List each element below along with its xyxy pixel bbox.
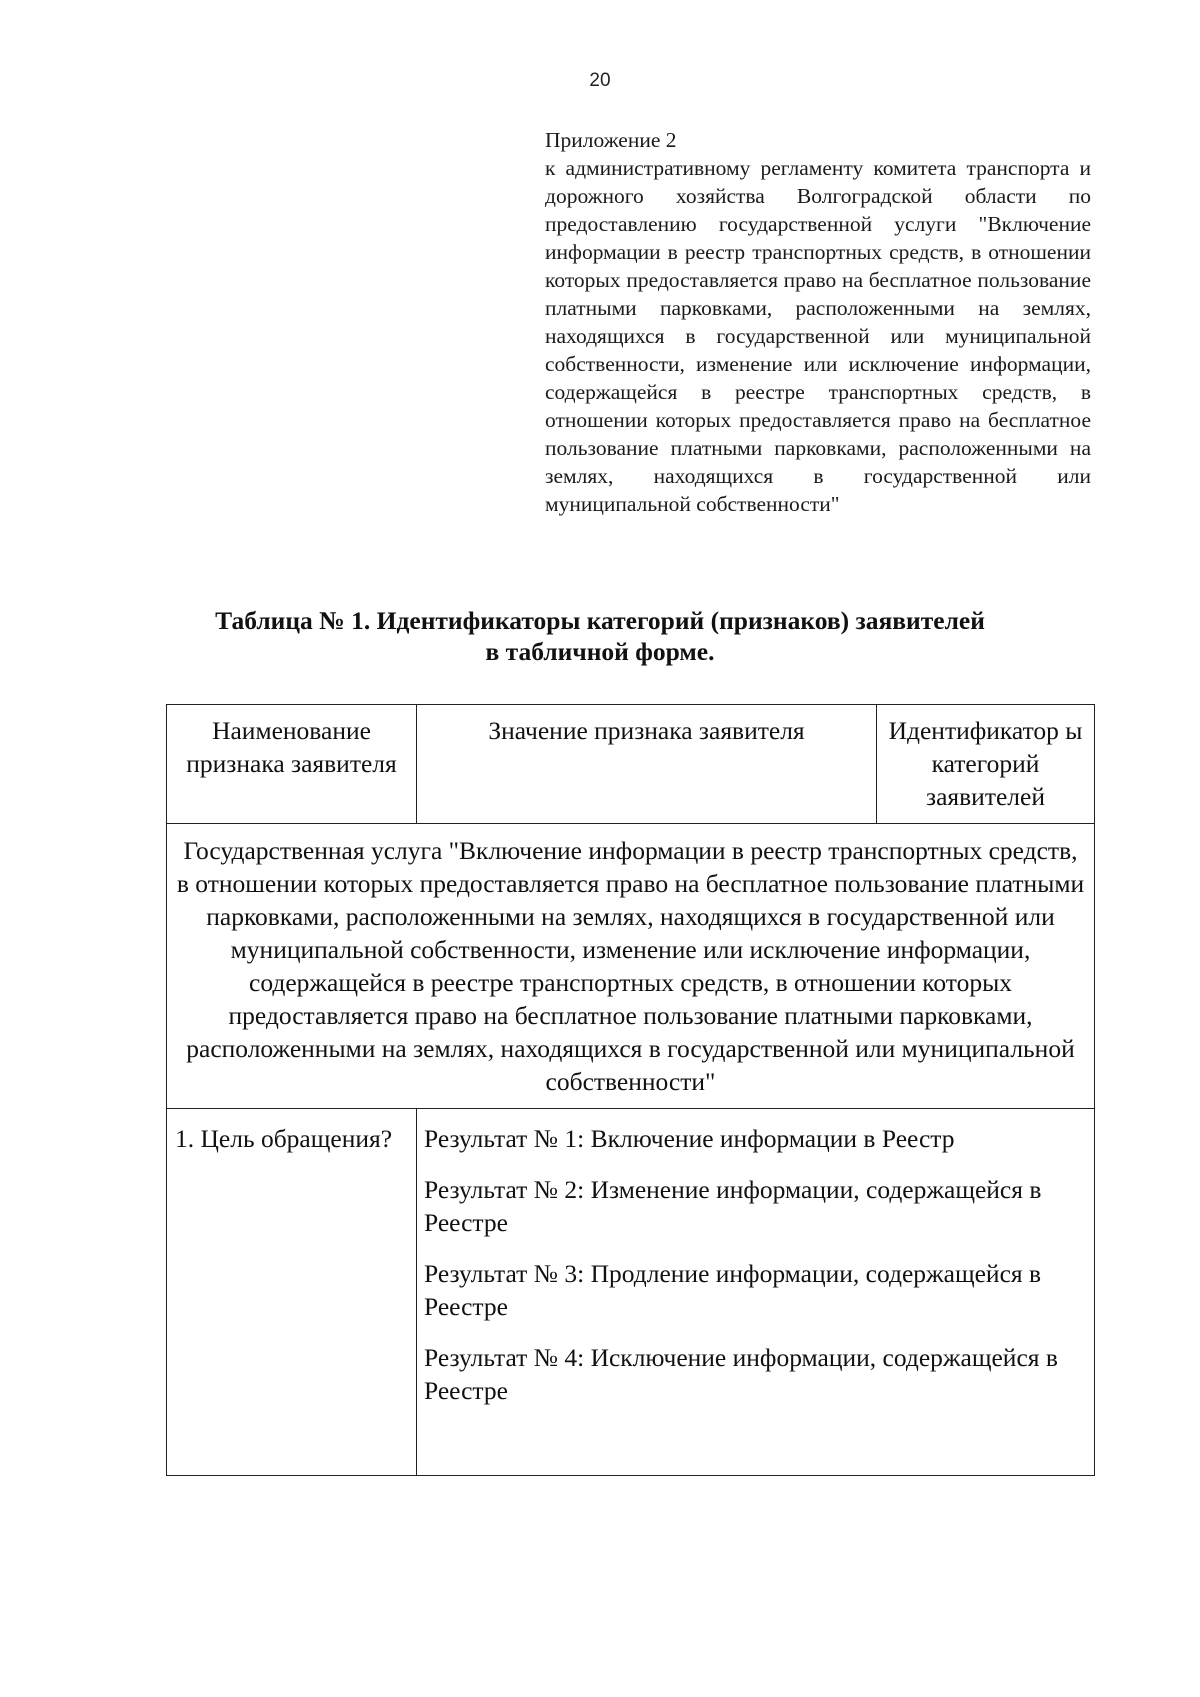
table-header-row <box>167 705 1095 824</box>
page-number: 20 <box>589 70 611 91</box>
header-identifiers-text: Идентификатор ы категорий заявителей <box>888 716 1083 811</box>
appendix-block <box>545 126 1091 518</box>
header-cell-identifiers <box>877 705 1095 824</box>
table-row <box>167 1109 1095 1476</box>
row-name-cell <box>167 1109 417 1476</box>
row-name-text: 1. Цель обращения? <box>175 1124 393 1153</box>
result-item: Результат № 4: Исключение информации, содержащейся в Реестре <box>424 1343 1058 1405</box>
appendix-title: Приложение 2 <box>545 128 677 152</box>
table-title <box>100 605 1100 667</box>
table-service-row <box>167 824 1095 1109</box>
result-item: Результат № 2: Изменение информации, содержащейся в Реестре <box>424 1175 1042 1237</box>
result-item: Результат № 3: Продление информации, содержащейся в Реестре <box>424 1259 1042 1321</box>
header-cell-name <box>167 705 417 824</box>
result-item: Результат № 1: Включение информации в Реестр <box>424 1124 955 1153</box>
appendix-text: к административному регламенту комитета транспорта и дорожного хозяйства Волгоградской области по предоставлению государственной услуги "Включение информации в реестр транспортных средств, в отношении которых предоставляется право на бесплатное пользование платными парковками, расположенными на землях, находящихся в государственной или муниципальной собственности, изменение или исключение информации, содержащейся в реестре транспортных средств, в отношении которых предоставляется право на бесплатное пользование платными парковками, расположенными на землях, находящихся в государственной или муниципальной собственности" <box>545 156 1091 516</box>
table-title-line-2: в табличной форме. <box>485 637 715 666</box>
service-text: Государственная услуга "Включение информации в реестр транспортных средств, в отношении которых предоставляется право на бесплатное пользование платными парковками, расположенными на землях, находящихся в государственной или муниципальной собственности, изменение или исключение информации, содержащейся в реестре транспортных средств, в отношении которых предоставляется право на бесплатное пользование платными парковками, расположенными на землях, находящихся в государственной или муниципальной собственности" <box>176 836 1085 1096</box>
header-cell-value <box>417 705 877 824</box>
header-value-text: Значение признака заявителя <box>488 716 805 745</box>
table-title-line-1: Таблица № 1. Идентификаторы категорий (признаков) заявителей <box>215 606 985 635</box>
results-cell <box>417 1109 1095 1476</box>
results-list <box>417 1109 1094 1407</box>
header-name-text: Наименование признака заявителя <box>186 716 397 778</box>
identifiers-table <box>166 704 1095 1476</box>
service-cell <box>167 824 1095 1109</box>
